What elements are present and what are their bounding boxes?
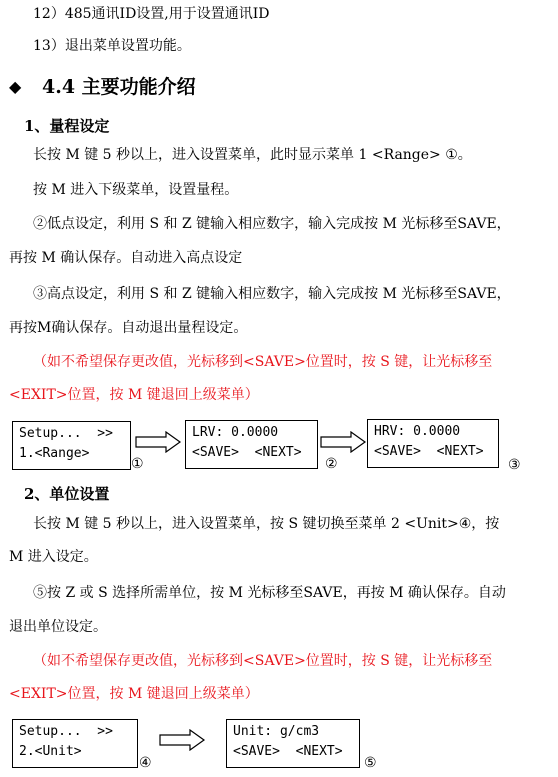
- range-paragraph-2: 按 M 进入下级菜单，设置量程。: [33, 182, 239, 198]
- display-box-hrv: [367, 419, 499, 468]
- display-line: <SAVE> <NEXT>: [374, 444, 484, 459]
- arrow-right-icon: [158, 729, 206, 751]
- display-line: <SAVE> <NEXT>: [192, 445, 302, 460]
- step-marker-1: ①: [131, 456, 144, 472]
- arrow-right-icon: [134, 431, 182, 453]
- unit-paragraph-2b: 退出单位设定。: [9, 619, 107, 635]
- range-paragraph-3a: ②低点设定，利用 S 和 Z 键输入相应数字，输入完成按 M 光标移至SAVE，: [33, 216, 511, 232]
- display-line: 2.<Unit>: [19, 744, 82, 759]
- display-line: Unit: g/cm3: [233, 724, 320, 739]
- unit-paragraph-1a: 长按 M 键 5 秒以上，进入设置菜单，按 S 键切换至菜单 2 <Unit>④，按: [33, 516, 500, 532]
- step-marker-2: ②: [325, 456, 338, 472]
- arrow-right-icon: [319, 431, 367, 453]
- unit-paragraph-2a: ⑤按 Z 或 S 选择所需单位，按 M 光标移至SAVE，再按 M 确认保存。自动: [33, 585, 506, 601]
- list-item-13: 13）退出菜单设置功能。: [33, 38, 191, 54]
- unit-heading: 2、单位设置: [24, 485, 110, 503]
- step-marker-3: ③: [508, 457, 521, 473]
- range-paragraph-3b: 再按 M 确认保存。自动进入高点设定: [9, 250, 243, 266]
- range-paragraph-4b: 再按M确认保存。自动退出量程设定。: [9, 320, 248, 336]
- display-box-setup-range: [12, 421, 131, 470]
- display-line: HRV: 0.0000: [374, 424, 461, 439]
- range-paragraph-1: 长按 M 键 5 秒以上，进入设置菜单，此时显示菜单 1 <Range> ①。: [33, 147, 472, 163]
- step-marker-5: ⑤: [364, 755, 377, 771]
- display-line: <SAVE> <NEXT>: [233, 744, 343, 759]
- unit-paragraph-1b: M 进入设定。: [9, 549, 98, 565]
- display-line: Setup... >>: [19, 724, 113, 739]
- unit-note-a: （如不希望保存更改值，光标移到<SAVE>位置时，按 S 键，让光标移至: [33, 653, 493, 669]
- display-line: Setup... >>: [19, 426, 113, 441]
- range-paragraph-4a: ③高点设定，利用 S 和 Z 键输入相应数字，输入完成按 M 光标移至SAVE，: [33, 286, 511, 302]
- unit-note-b: <EXIT>位置，按 M 键退回上级菜单）: [9, 686, 259, 702]
- display-box-setup-unit: [12, 719, 138, 768]
- display-box-lrv: [185, 420, 318, 469]
- range-note-a: （如不希望保存更改值，光标移到<SAVE>位置时，按 S 键，让光标移至: [33, 354, 493, 370]
- list-item-12: 12）485通讯ID设置,用于设置通讯ID: [33, 6, 270, 22]
- step-marker-4: ④: [139, 755, 152, 771]
- display-line: 1.<Range>: [19, 446, 90, 461]
- range-heading: 1、量程设定: [24, 117, 110, 135]
- section-title: 4.4 主要功能介绍: [42, 76, 196, 98]
- diamond-bullet-icon: ◆: [9, 77, 22, 96]
- display-line: LRV: 0.0000: [192, 425, 279, 440]
- range-note-b: <EXIT>位置，按 M 键退回上级菜单）: [9, 387, 259, 403]
- display-box-unit: [226, 719, 360, 768]
